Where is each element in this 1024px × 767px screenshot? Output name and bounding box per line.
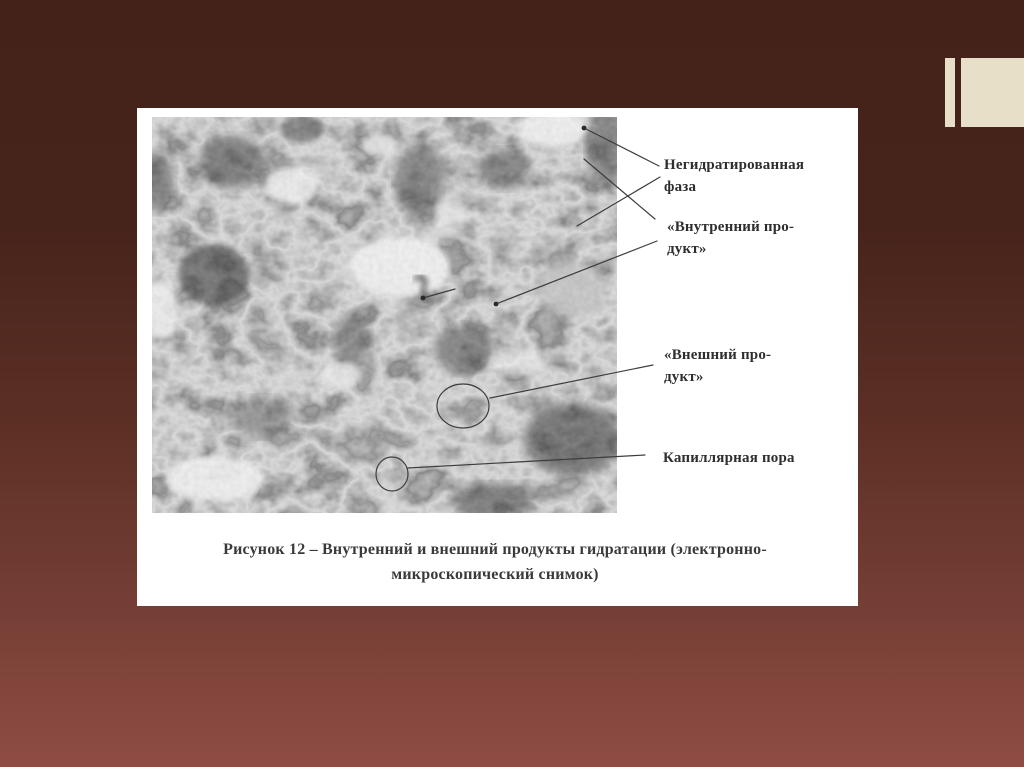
template-accent-bar-small bbox=[945, 58, 955, 127]
label-unhydrated-phase bbox=[664, 154, 804, 198]
label-line: Капиллярная пора bbox=[663, 450, 795, 466]
label-capillary-pore bbox=[663, 447, 795, 469]
em-micrograph-texture bbox=[152, 117, 617, 513]
figure-caption-line: Рисунок 12 – Внутренний и внешний продукты гидратации (электронно- bbox=[223, 541, 767, 558]
template-accent-bar-large bbox=[961, 58, 1024, 127]
label-internal-product bbox=[667, 216, 794, 260]
label-line: «Внешний про- bbox=[664, 347, 772, 363]
figure-caption-line: микроскопический снимок) bbox=[391, 566, 599, 583]
figure-caption bbox=[145, 537, 845, 587]
label-line: дукт» bbox=[667, 241, 707, 257]
label-line: «Внутренний про- bbox=[667, 219, 795, 235]
em-micrograph-image bbox=[152, 117, 617, 513]
label-external-product bbox=[664, 344, 771, 388]
label-line: Негидратированная bbox=[664, 157, 805, 173]
label-line: фаза bbox=[664, 179, 697, 195]
label-line: дукт» bbox=[664, 369, 704, 385]
figure-panel bbox=[137, 108, 858, 606]
